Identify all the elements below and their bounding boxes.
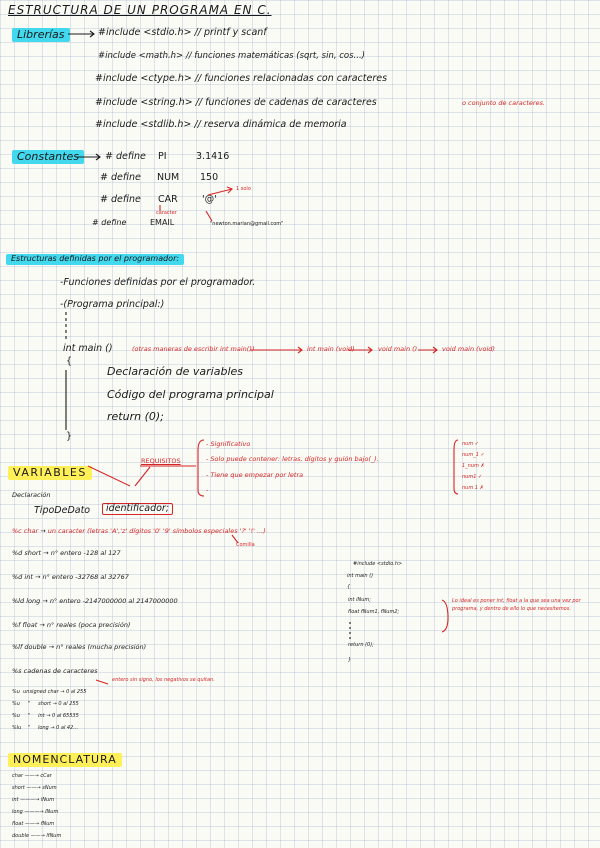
nomenclature-row: char ——→ cCar <box>12 773 52 779</box>
code-line: } <box>348 657 352 663</box>
ident-example: num_1 ✓ <box>462 452 485 458</box>
main-body-line: return (0); <box>107 410 164 423</box>
const-value: '@' <box>202 194 217 205</box>
requisitos-label: REQUISITOS <box>141 457 181 465</box>
unsigned-row: %lu " long → 0 al 42... <box>12 725 79 731</box>
code-note: Lo ideal es poner int, float a la que sea una vez por programa, y dentro de ello lo que necesitemos. <box>452 598 581 612</box>
requisito: - Tiene que empezar por letra <box>206 471 304 479</box>
nomenclature-row: int ———→ iNum <box>12 797 55 803</box>
comilla-note: Comilla <box>236 542 255 548</box>
alt-main: void main (void) <box>442 345 495 353</box>
requisito: - Significativo <box>206 440 251 448</box>
identificador: identificador; <box>102 503 173 515</box>
lib-line: #include <string.h> // funciones de cadenas de caracteres <box>95 97 377 108</box>
requisito: - <box>206 486 209 494</box>
const-name: NUM <box>157 172 180 183</box>
const-kw: # define <box>105 151 146 162</box>
one-only-note: 1 solo <box>236 186 251 192</box>
code-line: int main () <box>347 573 374 579</box>
nomenclature-row: float ——→ fNum <box>12 821 55 827</box>
nomenclatura-heading: NOMENCLATURA <box>8 753 122 767</box>
alt-label: (otras maneras de escribir int main()) <box>132 345 255 353</box>
type-row: %s cadenas de caracteres <box>12 667 98 675</box>
lib-line: #include <ctype.h> // funciones relacionadas con caracteres <box>95 73 388 84</box>
close-brace: } <box>66 431 73 442</box>
ident-example: num 1 ✗ <box>462 485 484 491</box>
const-name: EMAIL <box>150 218 175 227</box>
unsigned-row: %u unsigned char → 0 al 255 <box>12 689 87 695</box>
variables-heading: VARIABLES <box>8 466 92 480</box>
unsigned-row: %u " short → 0 al 255 <box>12 701 79 707</box>
structures-heading: Estructuras definidas por el programador: <box>6 254 184 265</box>
page-title: ESTRUCTURA DE UN PROGRAMA EN C. <box>8 3 272 17</box>
libs-heading: Librerías <box>12 28 70 42</box>
lib-line: #include <stdlib.h> // reserva dinámica de memoria <box>95 119 347 130</box>
type-row: %ld long → n° entero -2147000000 al 2147000000 <box>12 597 178 605</box>
const-kw: # define <box>100 172 141 183</box>
code-line: return (0); <box>348 642 374 648</box>
code-line: float fNum1, fNum2; <box>348 609 400 615</box>
ident-example: num ✓ <box>462 441 479 447</box>
string-note: o conjunto de caracteres. <box>462 99 545 107</box>
type-row: %d int → n° entero -32768 al 32767 <box>12 573 129 581</box>
code-line: int iNum; <box>348 597 371 603</box>
nomenclature-row: double ——→ lfNum <box>12 833 62 839</box>
alt-main: int main (void) <box>307 345 355 353</box>
constants-heading: Constantes <box>12 150 84 164</box>
caracter-note: caracter <box>156 210 177 216</box>
tipo-de-dato: TipoDeDato <box>34 505 91 516</box>
ident-example: 1_num ✗ <box>462 463 485 469</box>
ident-example: num1 ✓ <box>462 474 483 480</box>
main-body-line: Código del programa principal <box>107 388 274 401</box>
const-name: PI <box>158 151 167 162</box>
unsigned-note: entero sin signo, los negativos se quitan. <box>112 677 215 683</box>
nomenclature-row: long ———→ lNum <box>12 809 59 815</box>
type-row: %f float → n° reales (poca precisión) <box>12 621 131 629</box>
type-row: %c char → un caracter (letras 'A','z' dígitos '0' '9' símbolos especiales '?' '!' ...) <box>12 527 266 535</box>
requisito: - Solo puede contener: letras, dígitos y guión bajo(_). <box>206 455 379 463</box>
declaration-label: Declaración <box>12 491 51 499</box>
main-body-line: Declaración de variables <box>107 365 244 378</box>
const-value: "newton.marian@gmail.com" <box>210 221 284 227</box>
main-signature: int main () <box>63 343 113 354</box>
const-name: CAR <box>158 194 178 205</box>
nomenclature-row: short ——→ sNum <box>12 785 57 791</box>
const-kw: # define <box>100 194 141 205</box>
const-kw: # define <box>92 218 127 227</box>
type-row: %d short → n° entero -128 al 127 <box>12 549 121 557</box>
lib-line: #include <math.h> // funciones matemáticas (sqrt, sin, cos...) <box>98 51 365 61</box>
const-value: 150 <box>200 172 219 183</box>
lib-line: #include <stdio.h> // printf y scanf <box>98 27 267 38</box>
structure-item: -(Programa principal:) <box>60 299 165 310</box>
alt-main: void main () <box>378 345 418 353</box>
structure-item: -Funciones definidas por el programador. <box>60 277 256 288</box>
const-value: 3.1416 <box>196 151 230 162</box>
unsigned-row: %u " int → 0 al 65535 <box>12 713 79 719</box>
code-line: #include <stdio.h> <box>353 561 403 567</box>
open-brace: { <box>66 356 73 367</box>
code-line: { <box>347 584 351 590</box>
type-row: %lf double → n° reales (mucha precisión) <box>12 643 147 651</box>
